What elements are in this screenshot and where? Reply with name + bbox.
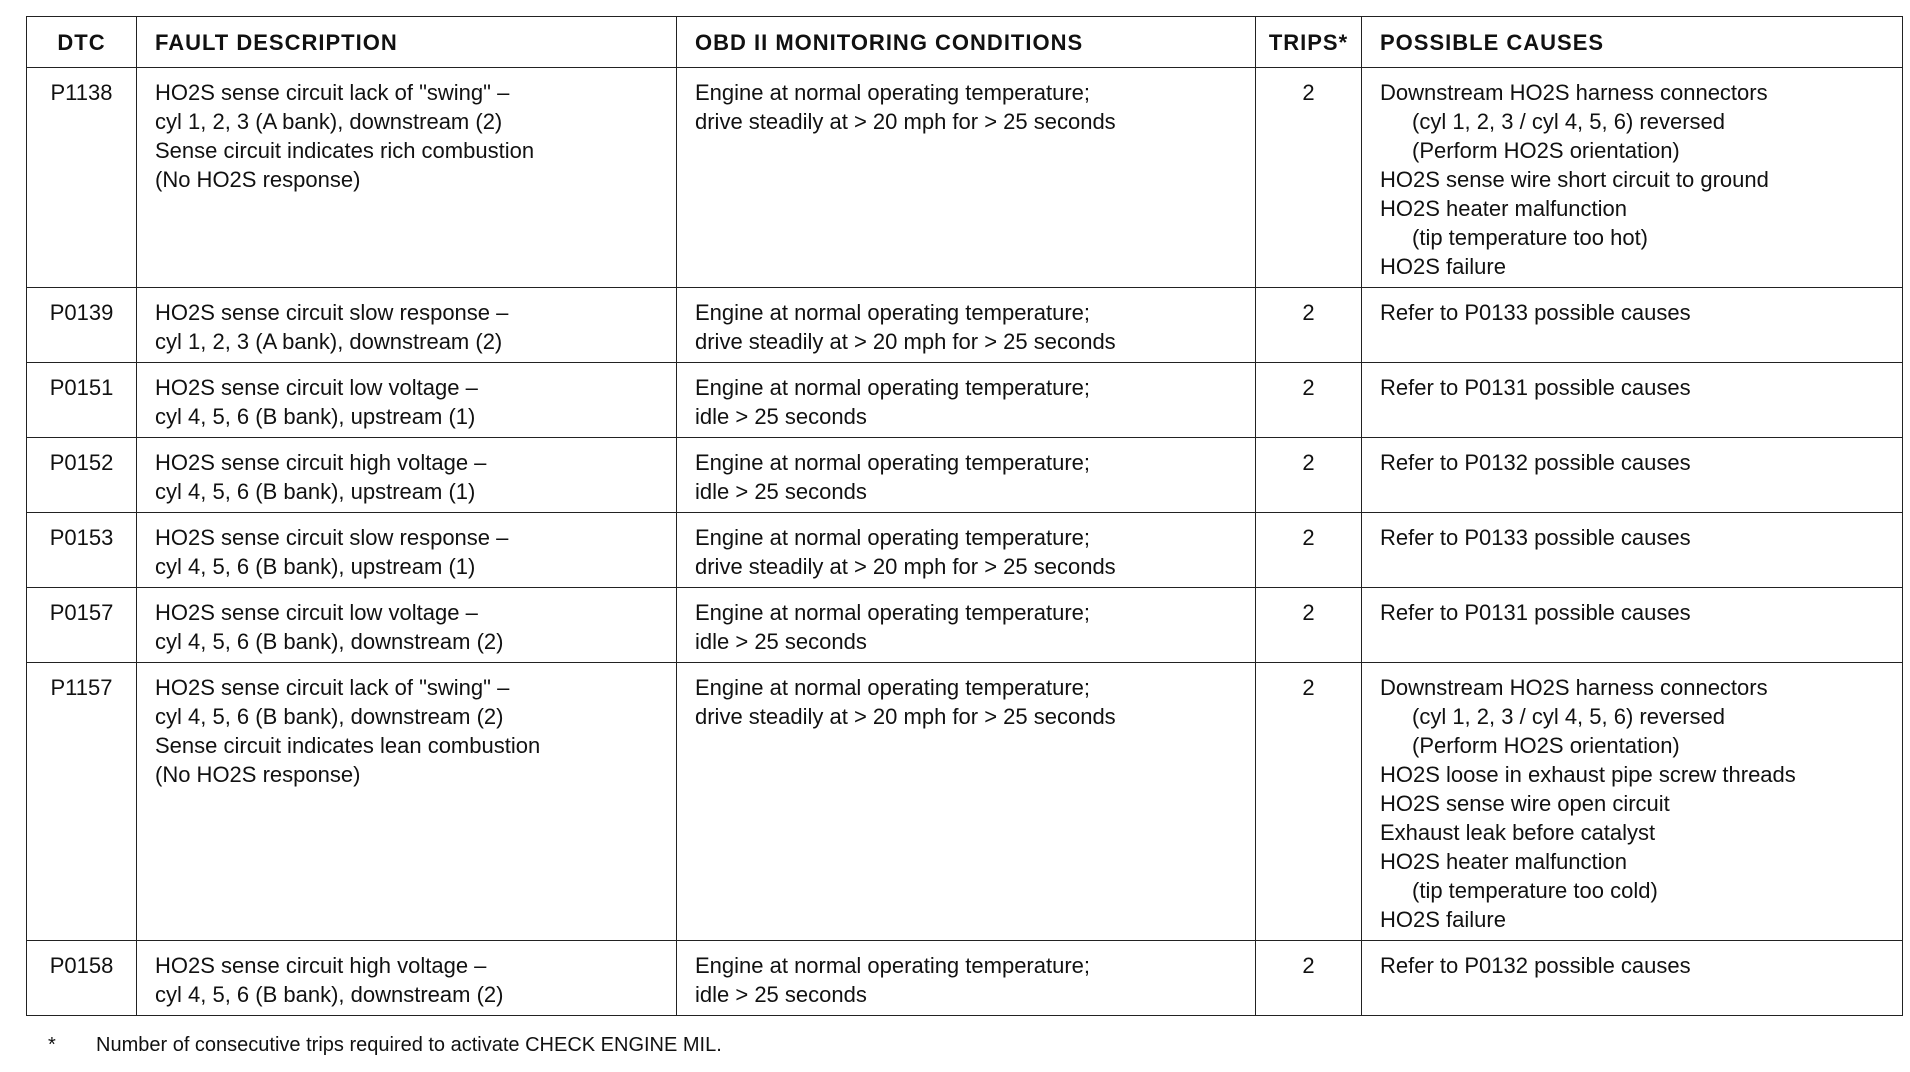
trips-cell: 2 xyxy=(1256,438,1362,513)
fault-description-cell xyxy=(137,363,677,438)
cause-line: HO2S failure xyxy=(1380,907,1506,932)
dtc-code-cell: P0157 xyxy=(27,588,137,663)
condition-line: Engine at normal operating temperature; xyxy=(695,375,1091,400)
footnote-text: Number of consecutive trips required to activate CHECK ENGINE MIL. xyxy=(96,1034,722,1056)
table-row xyxy=(27,588,1903,663)
cause-line: Downstream HO2S harness connectors xyxy=(1380,675,1768,700)
monitoring-conditions-cell xyxy=(677,513,1256,588)
fault-line: (No HO2S response) xyxy=(155,762,361,787)
header-dtc: DTC xyxy=(27,17,137,68)
fault-line: cyl 4, 5, 6 (B bank), upstream (1) xyxy=(155,554,476,579)
trips-cell: 2 xyxy=(1256,288,1362,363)
fault-line: HO2S sense circuit lack of "swing" – xyxy=(155,675,510,700)
condition-line: drive steadily at > 20 mph for > 25 seconds xyxy=(695,704,1116,729)
monitoring-conditions-cell xyxy=(677,288,1256,363)
fault-description-cell xyxy=(137,288,677,363)
condition-line: idle > 25 seconds xyxy=(695,404,867,429)
fault-line: cyl 4, 5, 6 (B bank), upstream (1) xyxy=(155,404,476,429)
condition-line: Engine at normal operating temperature; xyxy=(695,300,1091,325)
cause-line: (Perform HO2S orientation) xyxy=(1412,138,1680,163)
fault-line: HO2S sense circuit slow response – xyxy=(155,525,509,550)
table-row xyxy=(27,288,1903,363)
table-row xyxy=(27,941,1903,1016)
monitoring-conditions-cell xyxy=(677,941,1256,1016)
fault-description-cell xyxy=(137,513,677,588)
cause-line: HO2S loose in exhaust pipe screw threads xyxy=(1380,762,1796,787)
fault-line: cyl 1, 2, 3 (A bank), downstream (2) xyxy=(155,329,503,354)
fault-line: HO2S sense circuit slow response – xyxy=(155,300,509,325)
condition-line: idle > 25 seconds xyxy=(695,479,867,504)
cause-line: Refer to P0133 possible causes xyxy=(1380,300,1691,325)
monitoring-conditions-cell xyxy=(677,68,1256,288)
condition-line: drive steadily at > 20 mph for > 25 seconds xyxy=(695,554,1116,579)
condition-line: drive steadily at > 20 mph for > 25 seconds xyxy=(695,109,1116,134)
table-row xyxy=(27,363,1903,438)
fault-line: HO2S sense circuit low voltage – xyxy=(155,600,478,625)
fault-description-cell xyxy=(137,663,677,941)
trips-cell: 2 xyxy=(1256,663,1362,941)
header-trips: TRIPS* xyxy=(1256,17,1362,68)
cause-line: (tip temperature too cold) xyxy=(1412,878,1658,903)
fault-description-cell xyxy=(137,438,677,513)
trips-cell: 2 xyxy=(1256,588,1362,663)
footnote-mark: * xyxy=(48,1034,56,1056)
fault-line: HO2S sense circuit high voltage – xyxy=(155,953,487,978)
fault-description-cell xyxy=(137,68,677,288)
possible-causes-cell xyxy=(1362,68,1903,288)
document-page xyxy=(26,16,1902,1057)
trips-cell: 2 xyxy=(1256,363,1362,438)
fault-line: HO2S sense circuit low voltage – xyxy=(155,375,478,400)
cause-line: Refer to P0132 possible causes xyxy=(1380,953,1691,978)
monitoring-conditions-cell xyxy=(677,438,1256,513)
dtc-code-cell: P1157 xyxy=(27,663,137,941)
header-possible-causes: POSSIBLE CAUSES xyxy=(1362,17,1903,68)
monitoring-conditions-cell xyxy=(677,363,1256,438)
dtc-code-cell: P0139 xyxy=(27,288,137,363)
cause-line: Refer to P0133 possible causes xyxy=(1380,525,1691,550)
possible-causes-cell xyxy=(1362,363,1903,438)
monitoring-conditions-cell xyxy=(677,663,1256,941)
condition-line: Engine at normal operating temperature; xyxy=(695,953,1091,978)
dtc-table xyxy=(26,16,1903,1016)
cause-line: HO2S heater malfunction xyxy=(1380,196,1628,221)
monitoring-conditions-cell xyxy=(677,588,1256,663)
dtc-code-cell: P0153 xyxy=(27,513,137,588)
condition-line: drive steadily at > 20 mph for > 25 seconds xyxy=(695,329,1116,354)
cause-line: HO2S failure xyxy=(1380,254,1506,279)
condition-line: idle > 25 seconds xyxy=(695,982,867,1007)
condition-line: Engine at normal operating temperature; xyxy=(695,450,1091,475)
cause-line: Refer to P0131 possible causes xyxy=(1380,375,1691,400)
fault-description-cell xyxy=(137,941,677,1016)
cause-line: (Perform HO2S orientation) xyxy=(1412,733,1680,758)
fault-line: HO2S sense circuit high voltage – xyxy=(155,450,487,475)
possible-causes-cell xyxy=(1362,941,1903,1016)
fault-line: (No HO2S response) xyxy=(155,167,361,192)
dtc-code-cell: P0151 xyxy=(27,363,137,438)
dtc-code-cell: P0158 xyxy=(27,941,137,1016)
condition-line: Engine at normal operating temperature; xyxy=(695,675,1091,700)
cause-line: HO2S sense wire open circuit xyxy=(1380,791,1670,816)
fault-line: HO2S sense circuit lack of "swing" – xyxy=(155,80,510,105)
trips-cell: 2 xyxy=(1256,941,1362,1016)
cause-line: Refer to P0132 possible causes xyxy=(1380,450,1691,475)
header-monitoring-conditions: OBD II MONITORING CONDITIONS xyxy=(677,17,1256,68)
possible-causes-cell xyxy=(1362,663,1903,941)
fault-line: cyl 4, 5, 6 (B bank), downstream (2) xyxy=(155,982,504,1007)
trips-cell: 2 xyxy=(1256,513,1362,588)
fault-line: Sense circuit indicates rich combustion xyxy=(155,138,535,163)
possible-causes-cell xyxy=(1362,438,1903,513)
fault-line: cyl 4, 5, 6 (B bank), upstream (1) xyxy=(155,479,476,504)
possible-causes-cell xyxy=(1362,513,1903,588)
header-fault-description: FAULT DESCRIPTION xyxy=(137,17,677,68)
possible-causes-cell xyxy=(1362,588,1903,663)
cause-line: (cyl 1, 2, 3 / cyl 4, 5, 6) reversed xyxy=(1412,109,1726,134)
cause-line: HO2S sense wire short circuit to ground xyxy=(1380,167,1769,192)
cause-line: (cyl 1, 2, 3 / cyl 4, 5, 6) reversed xyxy=(1412,704,1726,729)
fault-line: cyl 1, 2, 3 (A bank), downstream (2) xyxy=(155,109,503,134)
condition-line: Engine at normal operating temperature; xyxy=(695,600,1091,625)
fault-line: Sense circuit indicates lean combustion xyxy=(155,733,541,758)
condition-line: Engine at normal operating temperature; xyxy=(695,525,1091,550)
table-row xyxy=(27,663,1903,941)
table-body xyxy=(27,68,1903,1016)
dtc-code-cell: P0152 xyxy=(27,438,137,513)
table-header-row xyxy=(27,17,1903,68)
table-row xyxy=(27,513,1903,588)
cause-line: Downstream HO2S harness connectors xyxy=(1380,80,1768,105)
fault-description-cell xyxy=(137,588,677,663)
cause-line: HO2S heater malfunction xyxy=(1380,849,1628,874)
table-row xyxy=(27,438,1903,513)
fault-line: cyl 4, 5, 6 (B bank), downstream (2) xyxy=(155,629,504,654)
cause-line: (tip temperature too hot) xyxy=(1412,225,1649,250)
condition-line: idle > 25 seconds xyxy=(695,629,867,654)
condition-line: Engine at normal operating temperature; xyxy=(695,80,1091,105)
cause-line: Exhaust leak before catalyst xyxy=(1380,820,1656,845)
dtc-code-cell: P1138 xyxy=(27,68,137,288)
possible-causes-cell xyxy=(1362,288,1903,363)
trips-cell: 2 xyxy=(1256,68,1362,288)
fault-line: cyl 4, 5, 6 (B bank), downstream (2) xyxy=(155,704,504,729)
footnote xyxy=(26,1034,1902,1057)
table-row xyxy=(27,68,1903,288)
cause-line: Refer to P0131 possible causes xyxy=(1380,600,1691,625)
